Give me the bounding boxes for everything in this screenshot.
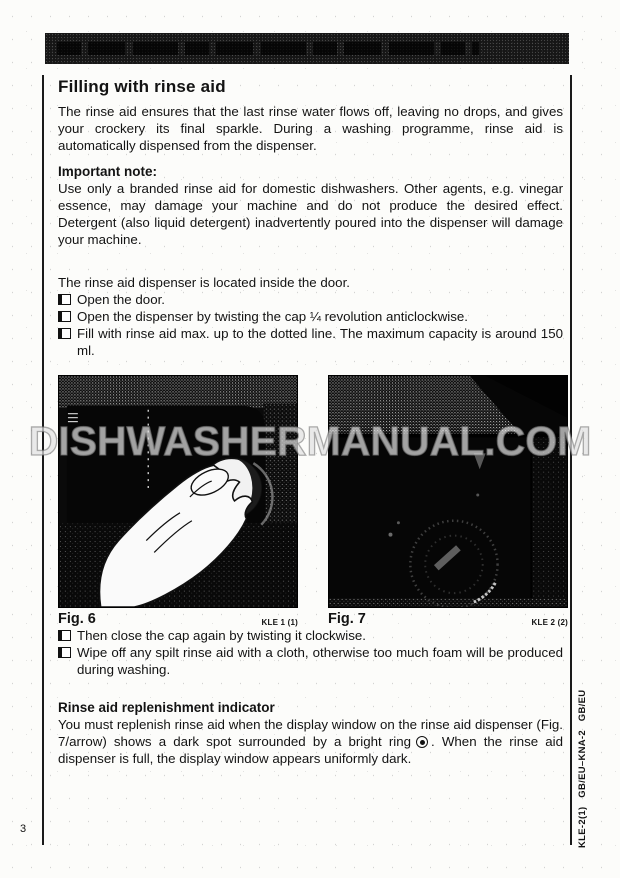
step-item <box>58 627 563 644</box>
important-note-heading: Important note: <box>58 164 157 179</box>
open-checkbox-icon <box>58 294 71 305</box>
watermark: DISHWASHERMANUAL.COM <box>28 418 592 464</box>
step-item <box>58 308 563 325</box>
fig7-image <box>328 375 568 608</box>
header-banner <box>45 33 569 64</box>
open-checkbox-icon <box>58 311 71 322</box>
step-text: Open the door. <box>77 292 165 307</box>
indicator-text-after: . When the rinse aid dispenser is full, the display window appears uniformly dark. <box>58 734 563 766</box>
step-item <box>58 644 563 678</box>
indicator-paragraph <box>58 716 563 767</box>
figure-7 <box>328 375 568 627</box>
intro-paragraph: The rinse aid ensures that the last rinse water flows off, leaving no drops, and gives your crockery its final sparkle. During a washing programme, rinse aid is automatically dispensed from the dispenser. <box>58 104 563 153</box>
step-item <box>58 291 563 308</box>
page-frame <box>42 75 572 845</box>
open-checkbox-icon <box>58 328 71 339</box>
step-text: Then close the cap again by twisting it clockwise. <box>77 628 366 643</box>
open-checkbox-icon <box>58 647 71 658</box>
fig7-display-window-illustration <box>329 376 567 607</box>
open-checkbox-icon <box>58 630 71 641</box>
fig7-caption: Fig. 7 <box>328 611 366 627</box>
figure-6 <box>58 375 298 627</box>
after-step-list <box>58 627 563 678</box>
page-number: 3 <box>20 823 27 835</box>
location-line: The rinse aid dispenser is located inside the door. <box>58 275 350 290</box>
fig6-hand-turning-cap-illustration <box>59 376 297 607</box>
fig6-credit: KLE 1 (1) <box>261 618 298 627</box>
edge-label: KLE-2(1) GB/EU–KNA-2 GB/EU <box>577 689 588 848</box>
fig6-image <box>58 375 298 608</box>
step-item <box>58 325 563 359</box>
step-text: Open the dispenser by twisting the cap ¼ revolution anticlockwise. <box>77 309 468 324</box>
fig6-caption: Fig. 6 <box>58 611 96 627</box>
fisheye-ring-icon <box>416 736 428 748</box>
important-note-body: Use only a branded rinse aid for domestic dishwashers. Other agents, e.g. vinegar essence, may damage your machine and do not produce the desired effect. Detergent (also liquid detergent) inadvertently poured into the dispenser will damage your machine. <box>58 181 563 247</box>
indicator-text-before: You must replenish rinse aid when the display window on the rinse aid dispenser (Fig. 7/arrow) shows a dark spot surrounded by a bright ring <box>58 717 563 749</box>
figure-row <box>58 375 568 627</box>
step-list <box>58 291 563 359</box>
step-text: Fill with rinse aid max. up to the dotted line. The maximum capacity is around 150 ml. <box>77 326 563 358</box>
indicator-heading: Rinse aid replenishment indicator <box>58 700 275 715</box>
fig7-credit: KLE 2 (2) <box>531 618 568 627</box>
step-text: Wipe off any spilt rinse aid with a cloth, otherwise too much foam will be produced during washing. <box>77 645 563 677</box>
section-title: Filling with rinse aid <box>58 77 226 96</box>
